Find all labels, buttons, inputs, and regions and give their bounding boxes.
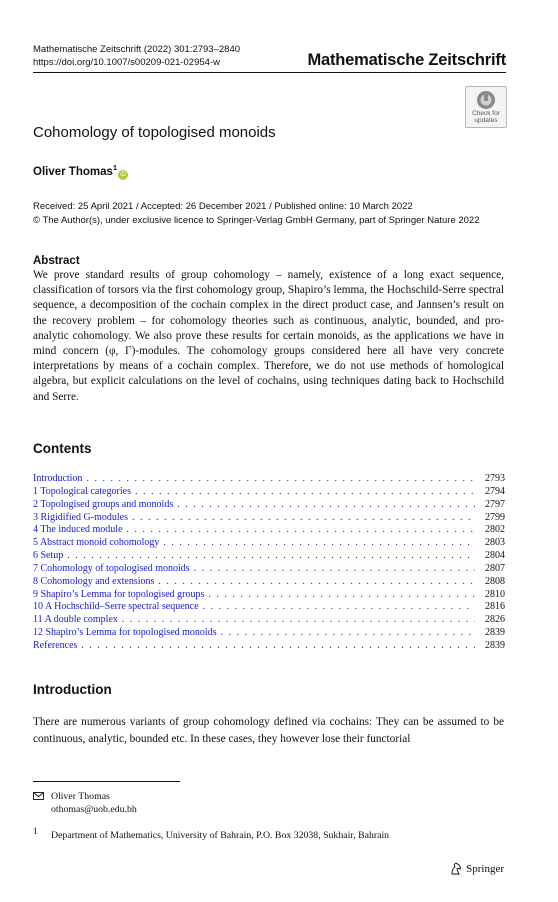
toc-leader [177, 499, 475, 512]
toc-entry[interactable] [33, 640, 505, 653]
springer-horse-icon [450, 862, 462, 875]
toc-label[interactable]: 10 A Hochschild–Serre spectral sequence [33, 601, 199, 613]
toc-page: 2807 [485, 562, 505, 574]
affiliation-text: Department of Mathematics, University of Bahrain, P.O. Box 32038, Sukhair, Bahrain [51, 830, 390, 841]
toc-page: 2816 [485, 601, 505, 613]
publisher-logo [450, 862, 504, 875]
toc-page: 2810 [485, 588, 505, 600]
toc-entry[interactable] [33, 550, 505, 563]
toc-leader [221, 627, 475, 640]
toc-label[interactable]: 11 A double complex [33, 614, 118, 626]
toc-entry[interactable] [33, 537, 505, 550]
toc-page: 2802 [485, 524, 505, 536]
contact-block [51, 790, 137, 816]
toc-page: 2804 [485, 550, 505, 562]
toc-leader [158, 576, 475, 589]
toc-leader [127, 524, 475, 537]
abstract-heading: Abstract [33, 255, 80, 267]
toc-leader [135, 486, 475, 499]
toc-entry[interactable] [33, 512, 505, 525]
toc-label[interactable]: 7 Cohomology of topologised monoids [33, 562, 190, 574]
toc-entry[interactable] [33, 601, 505, 614]
toc-label[interactable]: Introduction [33, 473, 83, 484]
header-rule [33, 72, 506, 73]
toc-entry[interactable] [33, 486, 505, 499]
orcid-icon[interactable]: iD [118, 170, 128, 180]
toc-label[interactable]: 5 Abstract monoid cohomology [33, 537, 160, 549]
toc-label[interactable]: 2 Topologised groups and monoids [33, 498, 174, 510]
toc-entry[interactable] [33, 563, 505, 576]
toc-entry[interactable] [33, 576, 505, 589]
journal-name: Mathematische Zeitschrift [307, 51, 506, 69]
toc-page: 2803 [485, 537, 505, 549]
journal-citation-block [33, 43, 240, 69]
envelope-icon [33, 792, 44, 800]
affiliation-number: 1 [33, 826, 38, 836]
introduction-text: There are numerous variants of group cohomology defined via cochains: They can be assumed to be continuous, analytic, bounded etc. In these cases, they however lose their functorial [33, 716, 504, 745]
toc-leader [132, 512, 475, 525]
badge-line-1: Check for [472, 110, 500, 117]
footnote-rule [33, 781, 180, 782]
author-line [33, 163, 128, 180]
toc-page: 2794 [485, 485, 505, 497]
table-of-contents [33, 473, 505, 653]
toc-label[interactable]: 12 Shapiro’s Lemma for topologised monoids [33, 627, 217, 639]
check-for-updates-badge[interactable] [465, 86, 507, 128]
publication-dates: Received: 25 April 2021 / Accepted: 26 December 2021 / Published online: 10 March 2022 [33, 201, 413, 212]
toc-leader [81, 640, 475, 653]
toc-label[interactable]: 3 Rigidified G-modules [33, 511, 128, 523]
toc-page: 2793 [485, 473, 505, 484]
toc-entry[interactable] [33, 589, 505, 602]
toc-page: 2826 [485, 614, 505, 626]
contact-name: Oliver Thomas [51, 791, 110, 802]
toc-leader [208, 589, 475, 602]
toc-leader [194, 563, 475, 576]
toc-entry[interactable] [33, 499, 505, 512]
toc-leader [203, 601, 475, 614]
check-for-updates-icon [476, 90, 496, 110]
badge-line-2: updates [474, 117, 498, 124]
toc-page: 2839 [485, 639, 505, 651]
toc-entry[interactable] [33, 524, 505, 537]
toc-entry[interactable] [33, 627, 505, 640]
contents-heading: Contents [33, 441, 92, 456]
toc-page: 2799 [485, 511, 505, 523]
toc-label[interactable]: 8 Cohomology and extensions [33, 575, 155, 587]
toc-leader [67, 550, 475, 563]
toc-page: 2808 [485, 575, 505, 587]
toc-label[interactable]: 1 Topological categories [33, 485, 131, 497]
toc-leader [122, 614, 475, 627]
toc-label[interactable]: References [33, 639, 78, 651]
abstract-text: We prove standard results of group cohomology – namely, existence of a long exact sequence, classification of torsors via the first cohomology group, Shapiro’s lemma, the Hochschild-Serre spectral sequence, a decomposition of the cochain complex in the direct product case, and Jannsen’s result on the recovery problem – for cohomology theories such as continuous, analytic, bounded, and pro-analytic cohomology. We also prove these results for certain monoids, as the applications we have in mind concern (φ, Γ)-modules. The cohomology groups considered here all have very concrete interpretations by means of a cochain complex. Therefore, we do not use methods of homological algebra, but explicit calculations on the level of cochains, using techniques dating back to Hochschild and Serre. [33, 269, 504, 403]
author-affil-mark[interactable]: 1 [112, 163, 118, 172]
toc-entry[interactable] [33, 473, 505, 486]
toc-label[interactable]: 4 The induced module [33, 524, 123, 536]
doi-link[interactable]: https://doi.org/10.1007/s00209-021-02954-w [33, 57, 220, 68]
publication-info [33, 200, 480, 228]
toc-page: 2797 [485, 498, 505, 510]
publisher-name: Springer [466, 862, 504, 875]
toc-leader [163, 537, 475, 550]
article-title: Cohomology of topologised monoids [33, 124, 276, 141]
toc-label[interactable]: 6 Setup [33, 550, 64, 562]
introduction-heading: Introduction [33, 682, 112, 697]
toc-leader [86, 473, 475, 486]
journal-citation: Mathematische Zeitschrift (2022) 301:2793–2840 [33, 44, 241, 55]
contact-email[interactable]: othomas@uob.edu.bh [51, 804, 137, 815]
author-name[interactable]: Oliver Thomas [33, 166, 113, 178]
toc-entry[interactable] [33, 614, 505, 627]
toc-page: 2839 [485, 627, 505, 639]
toc-label[interactable]: 9 Shapiro’s Lemma for topologised groups [33, 588, 205, 600]
copyright-notice: © The Author(s), under exclusive licence to Springer-Verlag GmbH Germany, part of Springer Nature 2022 [33, 215, 480, 226]
